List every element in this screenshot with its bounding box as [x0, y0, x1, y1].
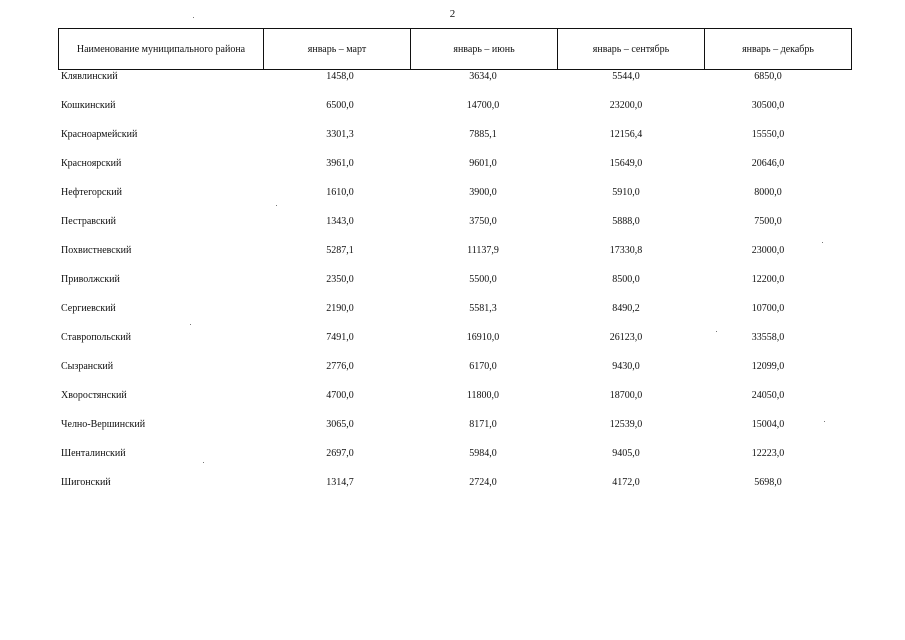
- district-name: Челно-Вершинский: [61, 419, 146, 430]
- value-cell: 9405,0: [612, 448, 640, 459]
- district-name: Шигонский: [61, 477, 111, 488]
- table-row: [0, 185, 905, 214]
- table-row: [0, 214, 905, 243]
- value-cell: 12156,4: [609, 129, 643, 140]
- value-cell: 3961,0: [326, 158, 354, 169]
- district-name: Ставропольский: [61, 332, 131, 343]
- district-name: Сызранский: [61, 361, 114, 372]
- scan-speck: [824, 421, 825, 422]
- value-cell: 5888,0: [612, 216, 640, 227]
- value-cell: 1343,0: [326, 216, 354, 227]
- value-cell: 2776,0: [326, 361, 354, 372]
- value-cell: 8171,0: [469, 419, 497, 430]
- value-cell: 2697,0: [326, 448, 354, 459]
- table-row: [0, 359, 905, 388]
- value-cell: 17330,8: [609, 245, 643, 256]
- value-cell: 15649,0: [609, 158, 643, 169]
- scan-speck: [276, 205, 277, 206]
- scan-speck: [203, 462, 204, 463]
- value-cell: 5984,0: [469, 448, 497, 459]
- table-row: [0, 475, 905, 504]
- table-row: [0, 446, 905, 475]
- district-name: Пестравский: [61, 216, 116, 227]
- table-body: [0, 69, 905, 504]
- header-row: [59, 29, 852, 70]
- value-cell: 5581,3: [469, 303, 497, 314]
- value-cell: 12223,0: [751, 448, 785, 459]
- value-cell: 11800,0: [466, 390, 500, 401]
- district-name: Шенталинский: [61, 448, 126, 459]
- value-cell: 5287,1: [326, 245, 354, 256]
- value-cell: 33558,0: [751, 332, 785, 343]
- value-cell: 5544,0: [612, 71, 640, 82]
- value-cell: 6170,0: [469, 361, 497, 372]
- table-row: [0, 417, 905, 446]
- value-cell: 15004,0: [751, 419, 785, 430]
- district-name: Нефтегорский: [61, 187, 122, 198]
- value-cell: 4172,0: [612, 477, 640, 488]
- header-jan-jun: январь – июнь: [411, 29, 558, 70]
- value-cell: 2190,0: [326, 303, 354, 314]
- table-row: [0, 98, 905, 127]
- value-cell: 23000,0: [751, 245, 785, 256]
- value-cell: 4700,0: [326, 390, 354, 401]
- scan-speck: [822, 242, 823, 243]
- value-cell: 5698,0: [754, 477, 782, 488]
- value-cell: 5910,0: [612, 187, 640, 198]
- table-row: [0, 388, 905, 417]
- scan-speck: [190, 324, 191, 325]
- value-cell: 12200,0: [751, 274, 785, 285]
- district-name: Приволжский: [61, 274, 120, 285]
- table-row: [0, 156, 905, 185]
- district-name: Красноярский: [61, 158, 122, 169]
- table-row: [0, 301, 905, 330]
- value-cell: 8000,0: [754, 187, 782, 198]
- value-cell: 8500,0: [612, 274, 640, 285]
- value-cell: 5500,0: [469, 274, 497, 285]
- table-header: [58, 28, 852, 70]
- value-cell: 12539,0: [609, 419, 643, 430]
- value-cell: 1610,0: [326, 187, 354, 198]
- value-cell: 20646,0: [751, 158, 785, 169]
- value-cell: 8490,2: [612, 303, 640, 314]
- district-name: Кошкинский: [61, 100, 116, 111]
- value-cell: 7885,1: [469, 129, 497, 140]
- value-cell: 23200,0: [609, 100, 643, 111]
- header-district-name: Наименование муниципального района: [59, 29, 264, 70]
- value-cell: 24050,0: [751, 390, 785, 401]
- value-cell: 30500,0: [751, 100, 785, 111]
- value-cell: 6850,0: [754, 71, 782, 82]
- header-jan-sep: январь – сентябрь: [558, 29, 705, 70]
- scan-speck: [716, 331, 717, 332]
- value-cell: 9601,0: [469, 158, 497, 169]
- district-name: Красноармейский: [61, 129, 138, 140]
- value-cell: 12099,0: [751, 361, 785, 372]
- table-row: [0, 69, 905, 98]
- value-cell: 15550,0: [751, 129, 785, 140]
- value-cell: 3750,0: [469, 216, 497, 227]
- value-cell: 26123,0: [609, 332, 643, 343]
- table-row: [0, 243, 905, 272]
- value-cell: 3900,0: [469, 187, 497, 198]
- value-cell: 3301,3: [326, 129, 354, 140]
- value-cell: 2724,0: [469, 477, 497, 488]
- value-cell: 7491,0: [326, 332, 354, 343]
- page-number: 2: [449, 8, 456, 20]
- value-cell: 1458,0: [326, 71, 354, 82]
- value-cell: 18700,0: [609, 390, 643, 401]
- value-cell: 16910,0: [466, 332, 500, 343]
- value-cell: 2350,0: [326, 274, 354, 285]
- district-name: Сергиевский: [61, 303, 116, 314]
- scan-speck: [193, 17, 194, 18]
- district-name: Похвистневский: [61, 245, 132, 256]
- value-cell: 11137,9: [467, 245, 499, 256]
- value-cell: 7500,0: [754, 216, 782, 227]
- table-row: [0, 330, 905, 359]
- value-cell: 6500,0: [326, 100, 354, 111]
- value-cell: 10700,0: [751, 303, 785, 314]
- district-name: Хворостянский: [61, 390, 127, 401]
- table-row: [0, 127, 905, 156]
- value-cell: 3634,0: [469, 71, 497, 82]
- value-cell: 9430,0: [612, 361, 640, 372]
- value-cell: 14700,0: [466, 100, 500, 111]
- value-cell: 1314,7: [326, 477, 354, 488]
- header-jan-dec: январь – декабрь: [705, 29, 852, 70]
- table-row: [0, 272, 905, 301]
- district-name: Клявлинский: [61, 71, 118, 82]
- value-cell: 3065,0: [326, 419, 354, 430]
- header-jan-mar: январь – март: [264, 29, 411, 70]
